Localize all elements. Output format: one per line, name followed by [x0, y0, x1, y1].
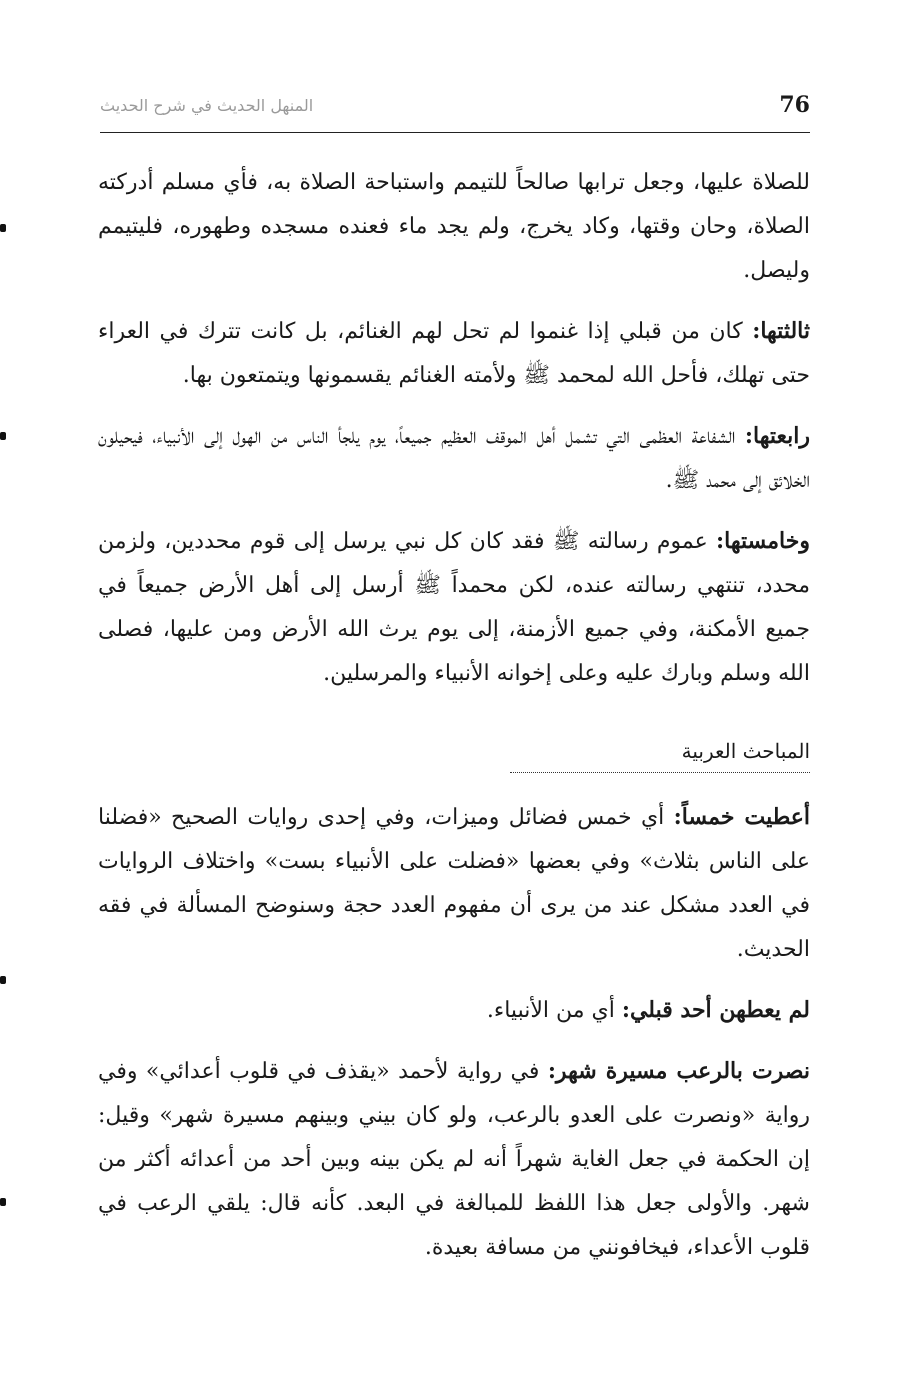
scan-margin-mark — [0, 224, 6, 232]
paragraph — [98, 309, 810, 398]
paragraph-text: للصلاة عليها، وجعل ترابها صالحاً للتيمم واستباحة الصلاة به، فأي مسلم أدركته الصلاة، وحان وقتها، وكاد يخرج، ولم يجد ماء فعنده مسجده وطهوره، فليتيمم وليصل. — [98, 170, 810, 283]
scan-margin-mark — [0, 1198, 6, 1206]
paragraph — [98, 1049, 810, 1270]
paragraph — [98, 795, 810, 972]
paragraph-term: رابعتها: — [744, 423, 810, 449]
paragraph-term: أعطيت خمساً: — [673, 804, 811, 830]
paragraph — [98, 414, 810, 503]
section-title: المباحث العربية — [510, 734, 810, 773]
paragraph-text: عموم رسالته ﷺ فقد كان كل نبي يرسل إلى قوم محددين، ولزمن محدد، تنتهي رسالته عنده، لكن محمداً ﷺ أرسل إلى أهل الأرض جميعاً في جميع الأمكنة، وفي جميع الأزمنة، إلى يوم يرث الله الأرض ومن عليها، فصلى الله وسلم وبارك عليه وعلى إخوانه الأنبياء والمرسلين. — [98, 529, 810, 686]
paragraph — [98, 519, 810, 696]
scan-margin-mark — [0, 976, 6, 984]
paragraph-term: لم يعطهن أحد قبلي: — [621, 997, 810, 1023]
paragraph-text: كان من قبلي إذا غنموا لم تحل لهم الغنائم، بل كانت تترك في العراء حتى تهلك، فأحل الله لمحمد ﷺ ولأمته الغنائم يقسمونها ويتمتعون بها. — [98, 319, 810, 388]
paragraph-term: نصرت بالرعب مسيرة شهر: — [547, 1058, 810, 1084]
paragraph-text: في رواية لأحمد «يقذف في قلوب أعدائي» وفي رواية «ونصرت على العدو بالرعب، ولو كان بيني وبينهم مسيرة شهر» وقيل: إن الحكمة في جعل الغاية شهراً أنه لم يكن بينه وبين أحد من أعدائه أكثر من شهر. والأولى جعل هذا اللفظ للمبالغة في البعد. كأنه قال: يلقي الرعب في قلوب الأعداء، فيخافونني من مسافة بعيدة. — [98, 1059, 810, 1260]
paragraph-text: أي من الأنبياء. — [486, 998, 622, 1023]
page-number: 76 — [779, 92, 810, 118]
paragraph-text: أي خمس فضائل وميزات، وفي إحدى روايات الصحيح «فضلنا على الناس بثلاث» وفي بعضها «فضلت على الأنبياء بست» واختلاف الروايات في العدد مشكل عند من يرى أن مفهوم العدد حجة وسنوضح المسألة في فقه الحديث. — [98, 805, 810, 962]
paragraph-text: الشفاعة العظمى التي تشمل أهل الموقف العظيم جميعاً، يوم يلجأ الناس من الهول إلى الأنبياء، فيحيلون الخلائق إلى محمد ﷺ. — [98, 424, 810, 493]
running-title: المنهل الحديث في شرح الحديث — [100, 96, 314, 115]
scan-margin-mark — [0, 432, 6, 440]
page-header — [100, 92, 810, 133]
page-body — [98, 160, 810, 1286]
paragraph — [98, 988, 810, 1033]
paragraph-term: وخامستها: — [716, 528, 810, 554]
paragraph — [98, 160, 810, 293]
paragraph-term: ثالثتها: — [752, 318, 810, 344]
